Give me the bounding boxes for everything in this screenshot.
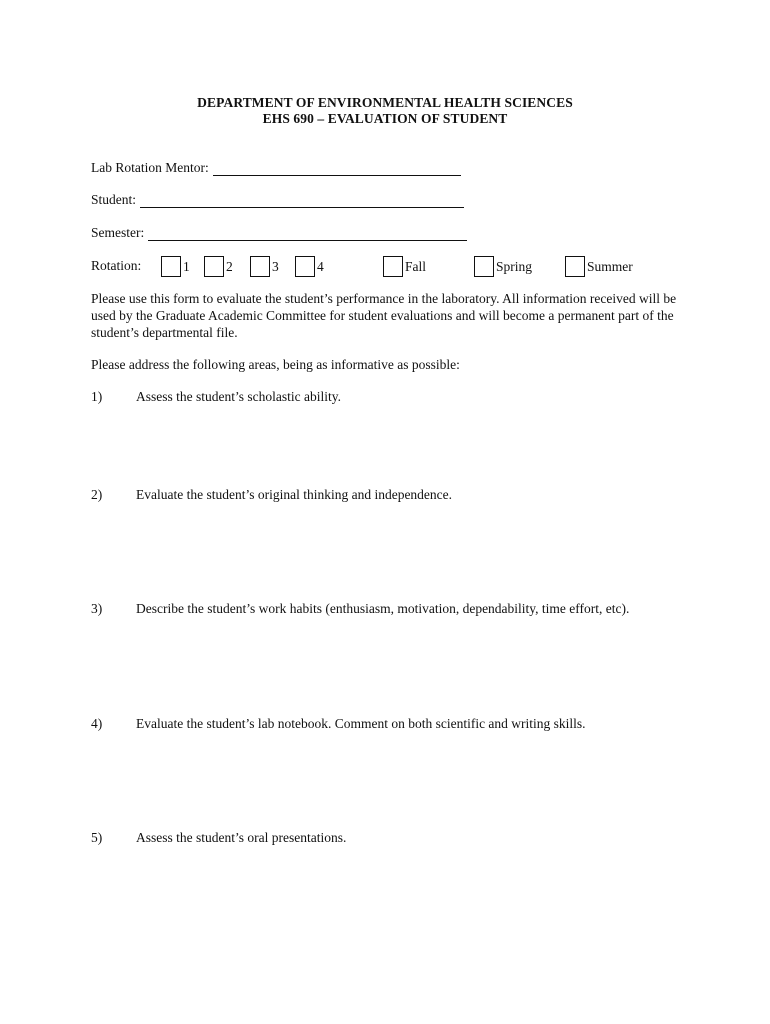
rotation-1-checkbox[interactable] (161, 256, 181, 277)
spring-label: Spring (496, 259, 533, 274)
mentor-label: Lab Rotation Mentor: (91, 160, 209, 175)
question-text: Evaluate the student’s lab notebook. Comment on both scientific and writing skills. (136, 716, 586, 731)
department-title: DEPARTMENT OF ENVIRONMENTAL HEALTH SCIENCES (197, 95, 573, 110)
summer-checkbox[interactable] (565, 256, 585, 277)
question-text: Assess the student’s oral presentations. (136, 830, 347, 845)
spring-checkbox[interactable] (474, 256, 494, 277)
mentor-field-row (91, 160, 461, 176)
semester-label: Semester: (91, 225, 145, 240)
rotation-option-1[interactable] (161, 253, 190, 277)
student-label: Student: (91, 192, 137, 207)
question-number: 4) (91, 716, 103, 731)
fall-checkbox[interactable] (383, 256, 403, 277)
student-input-line[interactable] (140, 193, 464, 208)
term-option-fall[interactable] (383, 253, 426, 277)
rotation-4-checkbox[interactable] (295, 256, 315, 277)
question-number: 3) (91, 601, 103, 616)
fall-label: Fall (405, 259, 427, 274)
rotation-option-2[interactable] (204, 253, 233, 277)
rotation-2-checkbox[interactable] (204, 256, 224, 277)
question-text: Describe the student’s work habits (enthusiasm, motivation, dependability, time effort, etc). (136, 601, 630, 616)
rotation-4-label: 4 (317, 259, 324, 274)
rotation-option-3[interactable] (250, 253, 279, 277)
rotation-3-label: 3 (272, 259, 279, 274)
form-title: EHS 690 – EVALUATION OF STUDENT (262, 111, 508, 126)
question-text: Assess the student’s scholastic ability. (136, 389, 341, 404)
semester-field-row (91, 225, 467, 241)
question-number: 5) (91, 830, 103, 845)
rotation-2-label: 2 (226, 259, 233, 274)
question-number: 1) (91, 389, 103, 404)
intro-paragraph: Please use this form to evaluate the student’s performance in the laboratory. All information received will be used by the Graduate Academic Committee for student evaluations and will become a permanent part of the student’s departmental file. (91, 291, 677, 340)
question-number: 2) (91, 487, 103, 502)
rotation-option-4[interactable] (295, 253, 324, 277)
mentor-input-line[interactable] (213, 161, 461, 176)
instruction-paragraph: Please address the following areas, being as informative as possible: (91, 357, 460, 372)
summer-label: Summer (587, 259, 633, 274)
rotation-3-checkbox[interactable] (250, 256, 270, 277)
semester-input-line[interactable] (148, 226, 467, 241)
rotation-label: Rotation: (91, 258, 142, 273)
term-option-summer[interactable] (565, 253, 633, 277)
term-option-spring[interactable] (474, 253, 532, 277)
student-field-row (91, 192, 464, 208)
rotation-1-label: 1 (183, 259, 190, 274)
question-text: Evaluate the student’s original thinking and independence. (136, 487, 453, 502)
